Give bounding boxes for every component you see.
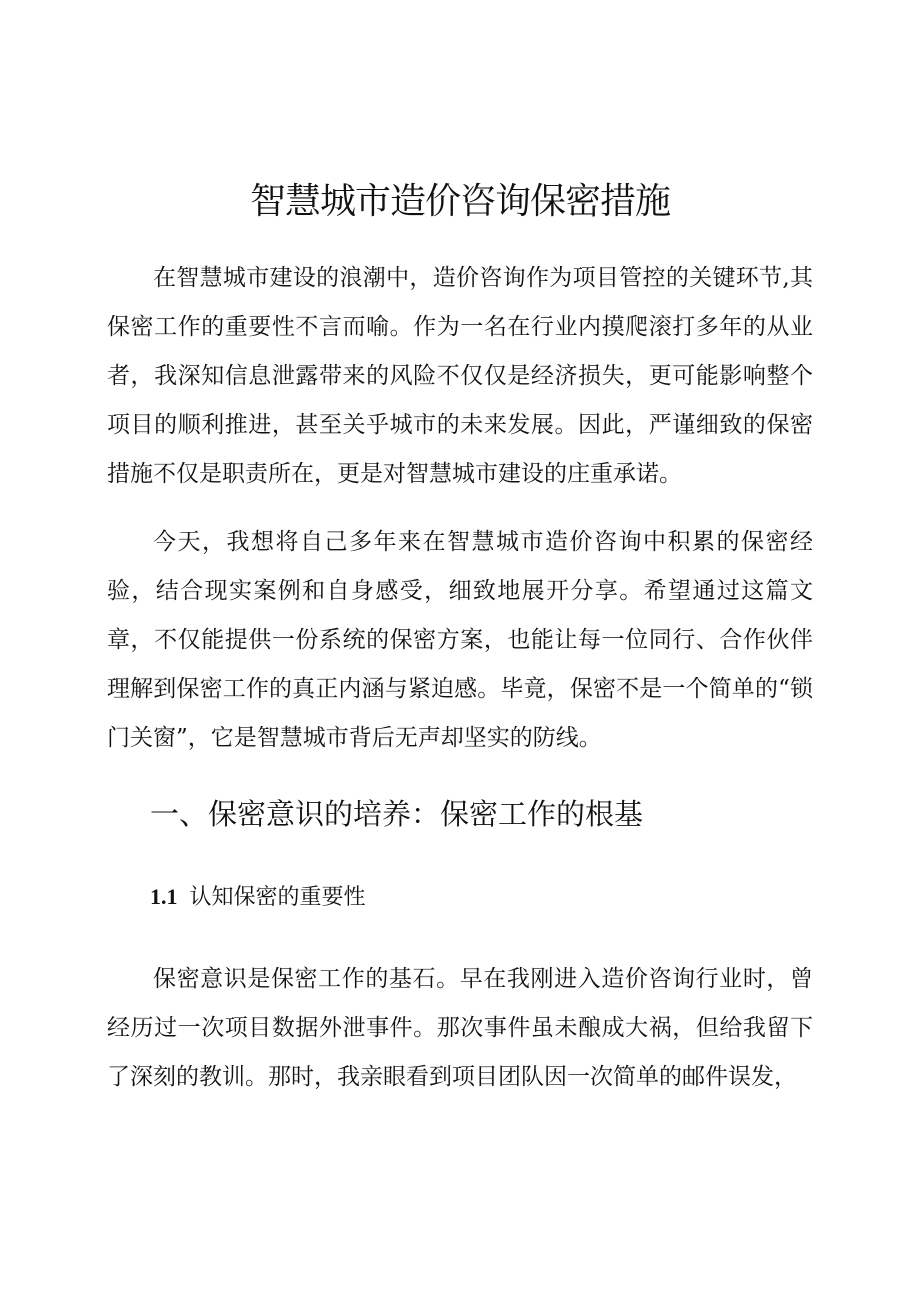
section-heading: 一、保密意识的培养：保密工作的根基: [150, 797, 644, 831]
subsection-heading: [150, 879, 366, 916]
section-paragraph: 保密意识是保密工作的基石。早在我刚进入造价咨询行业时，曾经历过一次项目数据外泄事件。那次事件虽未酿成大祸，但给我留下了深刻的教训。那时，我亲眼看到项目团队因一次简单的邮件误发，: [107, 966, 813, 1090]
intro-paragraph-2: 今天，我想将自己多年来在智慧城市造价咨询中积累的保密经验，结合现实案例和自身感受，细致地展开分享。希望通过这篇文章，不仅能提供一份系统的保密方案，也能让每一位同行、合作伙伴理解到保密工作的真正内涵与紧迫感。毕竟，保密不是一个简单的“锁门关窗”，它是智慧城市背后无声却坚实的防线。: [107, 529, 813, 751]
subsection-number: 1.1: [150, 884, 178, 909]
subsection-title: 认知保密的重要性: [189, 885, 366, 910]
document-title: 智慧城市造价咨询保密措施: [249, 181, 670, 222]
intro-paragraph-1: 在智慧城市建设的浪潮中，造价咨询作为项目管控的关键环节,其保密工作的重要性不言而喻。作为一名在行业内摸爬滚打多年的从业者，我深知信息泄露带来的风险不仅仅是经济损失，更可能影响整个项目的顺利推进，甚至关乎城市的未来发展。因此，严谨细致的保密措施不仅是职责所在，更是对智慧城市建设的庄重承诺。: [107, 265, 813, 487]
